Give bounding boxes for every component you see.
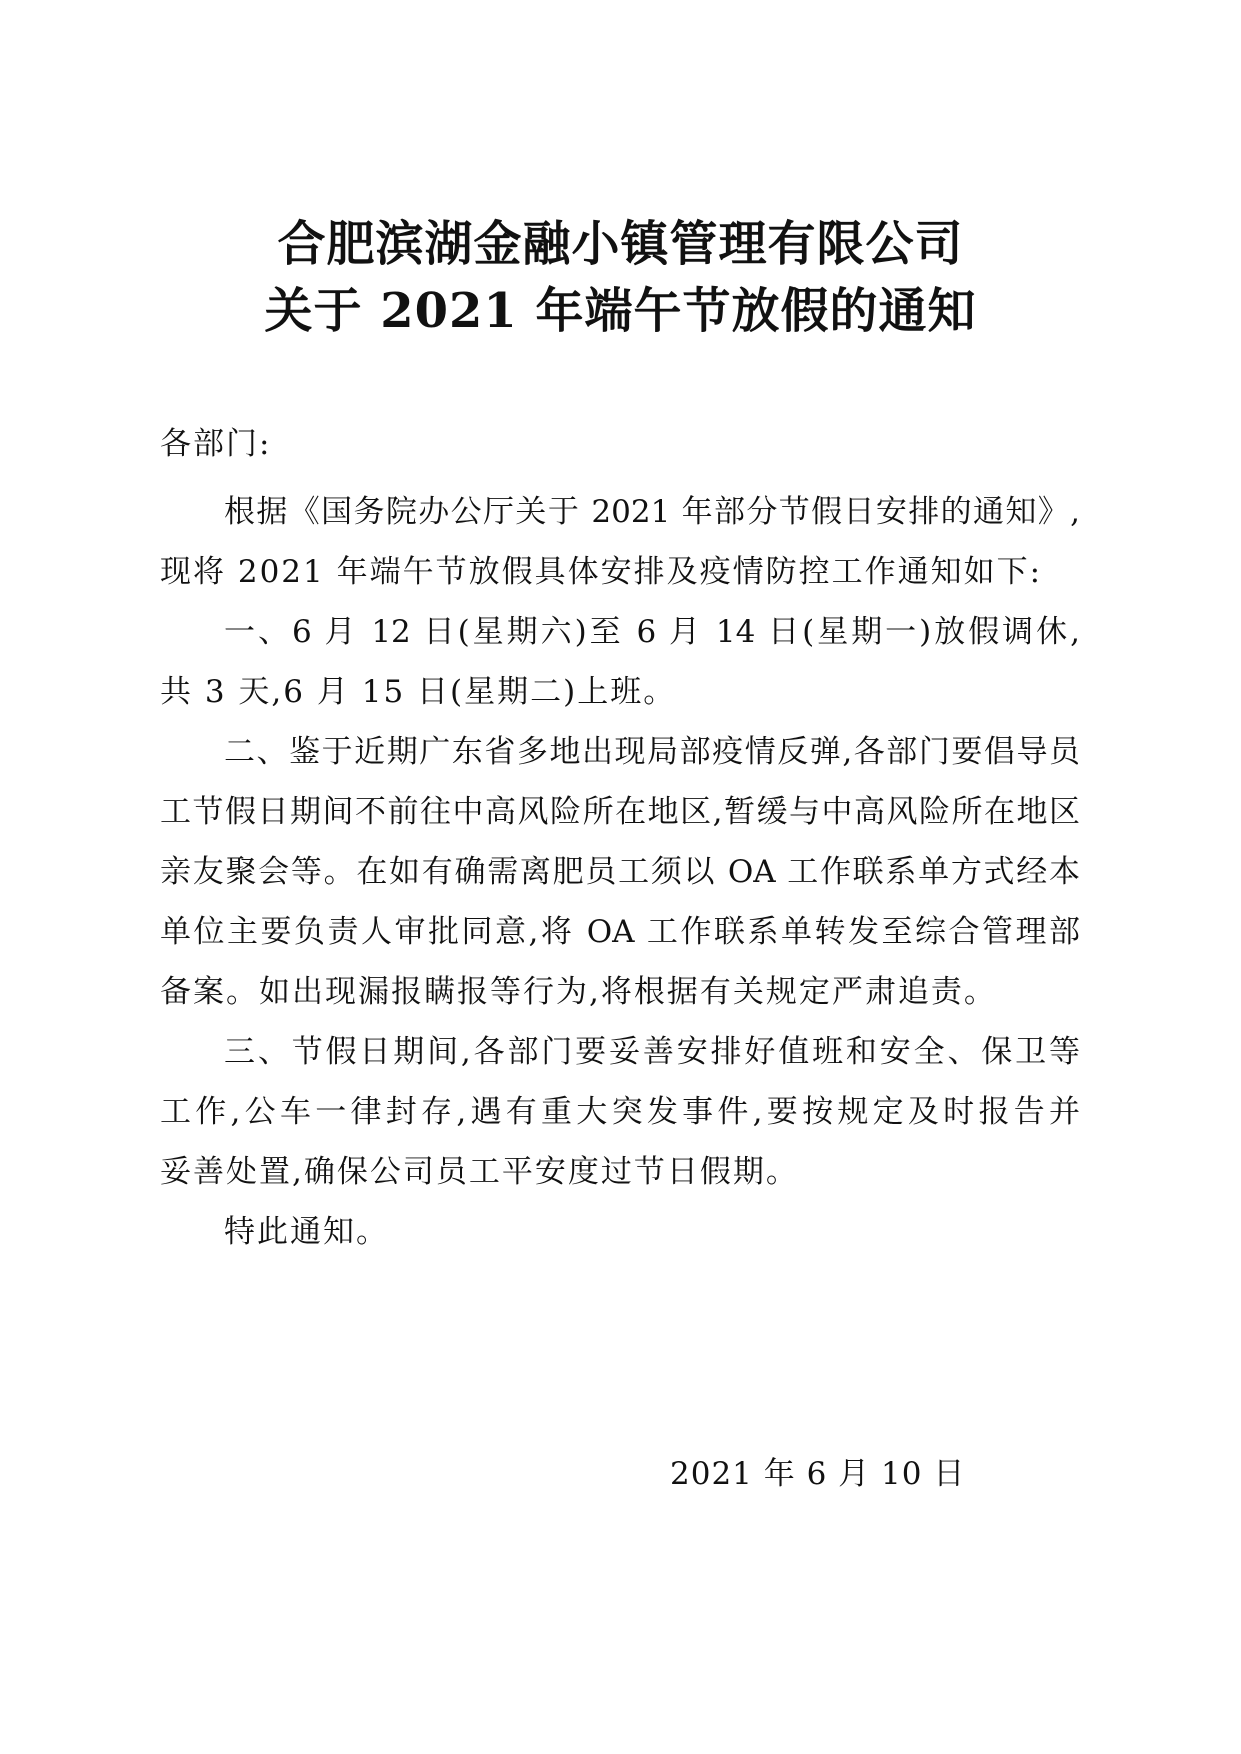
item3-line-3: 妥善处置,确保公司员工平安度过节日假期。 [160, 1154, 799, 1190]
intro-line-2: 现将 2021 年端午节放假具体安排及疫情防控工作通知如下: [160, 554, 1043, 590]
document-title-line-1: 合肥滨湖金融小镇管理有限公司 [277, 216, 964, 272]
item2-line-1: 二、鉴于近期广东省多地出现局部疫情反弹,各部门要倡导员 [224, 734, 1080, 770]
document-date: 2021 年 6 月 10 日 [670, 1456, 966, 1492]
item2-line-2: 工节假日期间不前往中高风险所在地区,暂缓与中高风险所在地区 [160, 794, 1080, 830]
item1-line-1: 一、6 月 12 日(星期六)至 6 月 14 日(星期一)放假调休, [224, 614, 1080, 650]
item2-line-4: 单位主要负责人审批同意,将 OA 工作联系单转发至综合管理部 [160, 914, 1080, 950]
item2-line-3: 亲友聚会等。在如有确需离肥员工须以 OA 工作联系单方式经本 [160, 854, 1080, 890]
closing-text: 特此通知。 [224, 1214, 389, 1250]
item2-line-5: 备案。如出现漏报瞒报等行为,将根据有关规定严肃追责。 [160, 974, 997, 1010]
item1-line-2: 共 3 天,6 月 15 日(星期二)上班。 [160, 674, 677, 710]
item3-line-1: 三、节假日期间,各部门要妥善安排好值班和安全、保卫等 [224, 1034, 1080, 1070]
item3-line-2: 工作,公车一律封存,遇有重大突发事件,要按规定及时报告并 [160, 1094, 1080, 1130]
document-title-line-2: 关于 2021 年端午节放假的通知 [264, 283, 977, 339]
salutation: 各部门: [160, 426, 272, 462]
intro-line-1: 根据《国务院办公厅关于 2021 年部分节假日安排的通知》, [224, 494, 1080, 530]
